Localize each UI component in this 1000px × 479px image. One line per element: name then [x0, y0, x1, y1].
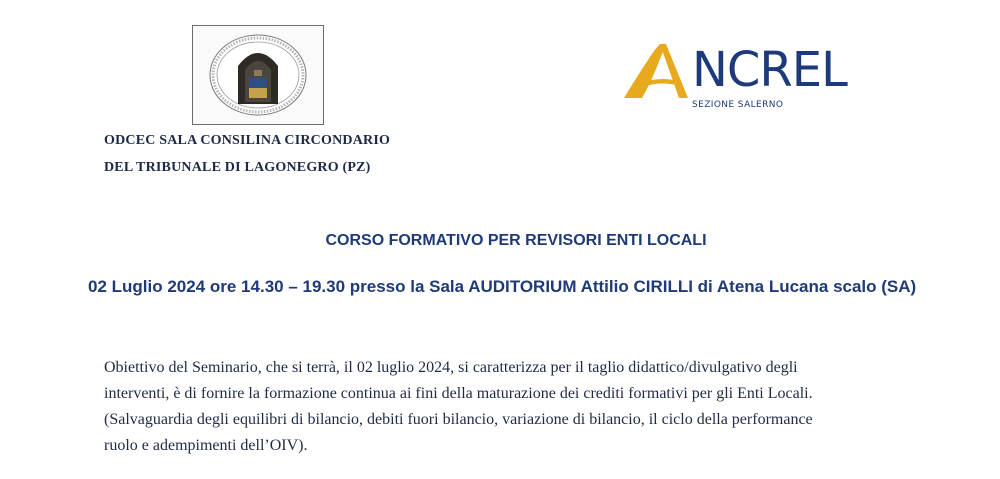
description-line: Obiettivo del Seminario, che si terrà, il 02 luglio 2024, si caratterizza per il taglio didattico/divulgativo degli — [104, 359, 798, 376]
ancrel-subtitle: SEZIONE SALERNO — [692, 100, 784, 110]
description-line: (Salvaguardia degli equilibri di bilancio, debiti fuori bilancio, variazione di bilancio, il ciclo della performance — [104, 411, 813, 428]
course-date-location: 02 Luglio 2024 ore 14.30 – 19.30 presso la Sala AUDITORIUM Attilio CIRILLI di Atena Lucana scalo (SA) — [88, 277, 917, 296]
description-line: interventi, è di fornire la formazione continua ai fini della maturazione dei crediti formativi per gli Enti Locali. — [104, 385, 813, 402]
organization-name-line-2: DEL TRIBUNALE DI LAGONEGRO (PZ) — [104, 160, 371, 175]
ancrel-a-mark-icon — [622, 38, 694, 108]
organization-name-line-1: ODCEC SALA CONSILINA CIRCONDARIO — [104, 133, 391, 148]
ancrel-logo — [622, 38, 852, 120]
description-line: ruolo e adempimenti dell’OIV). — [104, 437, 308, 454]
odcec-seal-icon — [192, 25, 324, 125]
seminar-description — [104, 355, 954, 459]
ancrel-brand-text: NCREL — [692, 42, 847, 98]
course-title: CORSO FORMATIVO PER REVISORI ENTI LOCALI — [325, 232, 707, 249]
